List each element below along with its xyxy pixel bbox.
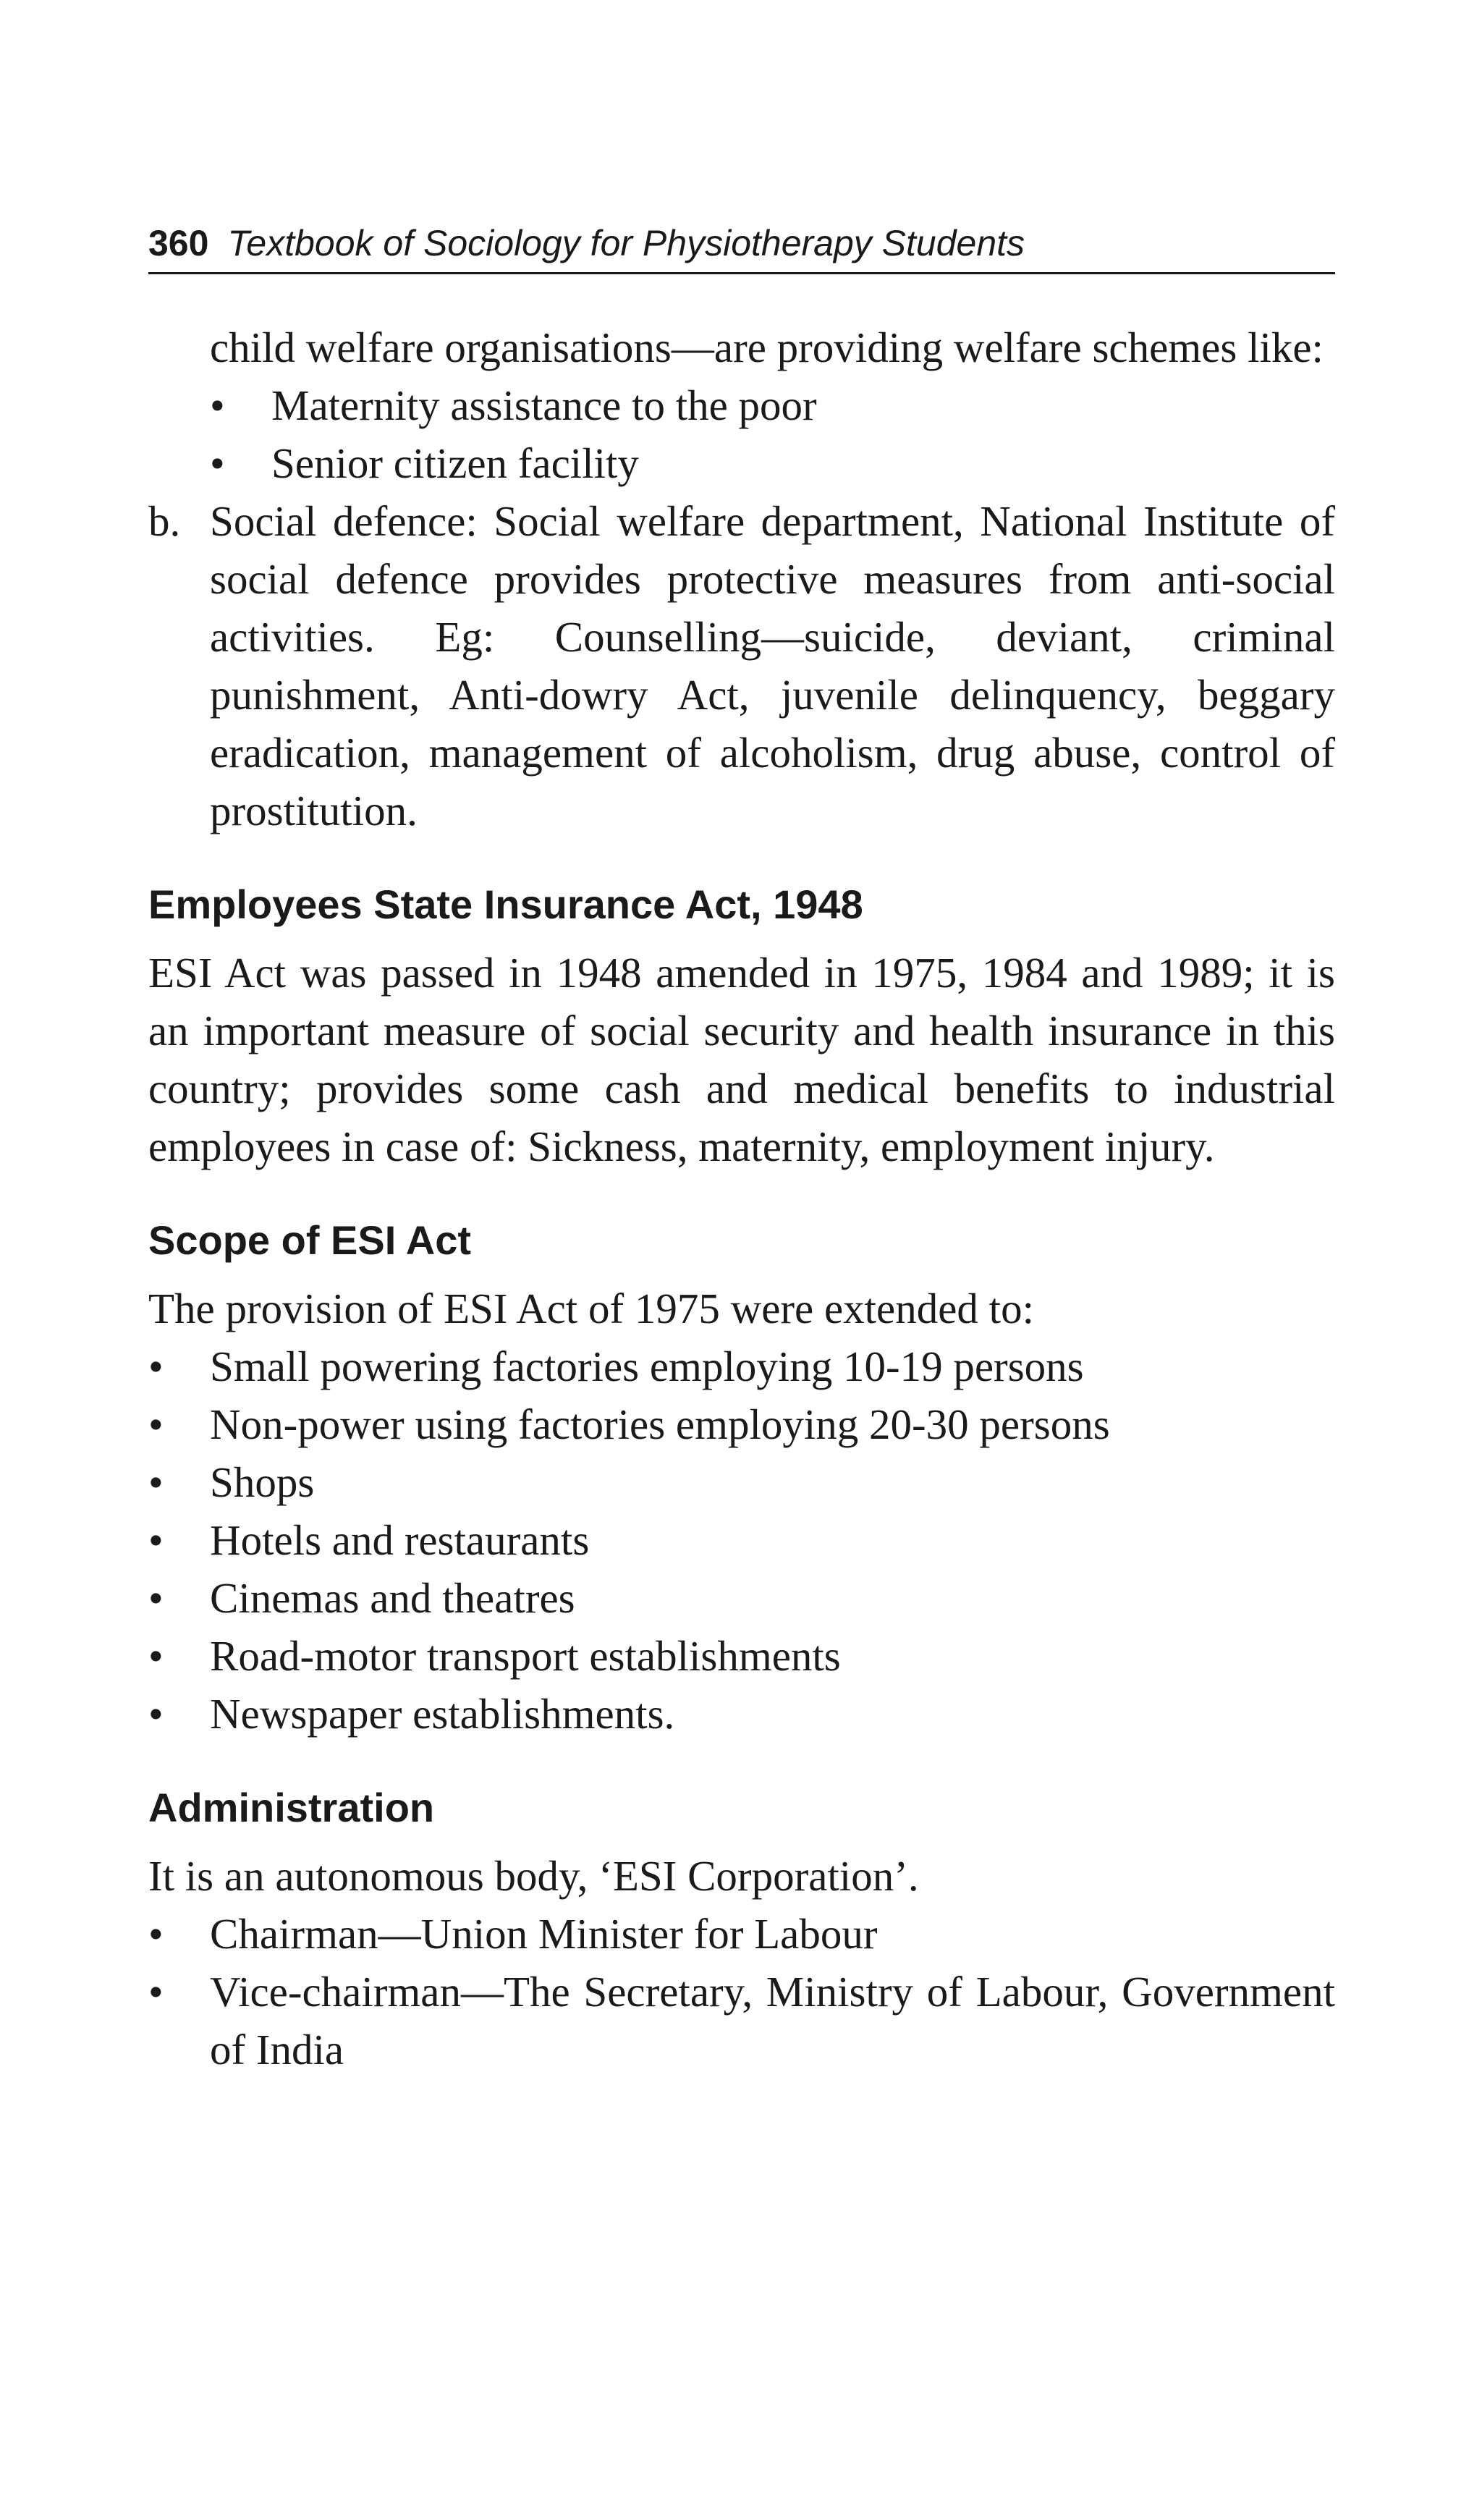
esi-act-paragraph: ESI Act was passed in 1948 amended in 1975, 1984 and 1989; it is an important measure of social security and health insurance in this country; provides some cash and medical benefits to industrial employees in case of: Sickness, maternity, employment injury. bbox=[148, 949, 1335, 1170]
list-item bbox=[148, 376, 1335, 434]
scope-bullet-list bbox=[148, 1337, 1335, 1743]
scope-intro: The provision of ESI Act of 1975 were extended to: bbox=[148, 1285, 1034, 1332]
page-number: 360 bbox=[148, 223, 209, 263]
running-head bbox=[148, 214, 1335, 274]
bullet-icon: • bbox=[148, 1910, 164, 1958]
list-item bbox=[148, 434, 1335, 492]
list-item bbox=[148, 1453, 1335, 1511]
list-item-text: Newspaper establishments. bbox=[210, 1690, 675, 1738]
bullet-icon: • bbox=[148, 1968, 164, 2016]
list-item bbox=[148, 1905, 1335, 1963]
administration-intro: It is an autonomous body, ‘ESI Corporation’. bbox=[148, 1852, 919, 1900]
list-item-text: Small powering factories employing 10-19 persons bbox=[210, 1343, 1084, 1390]
list-item-text: Non-power using factories employing 20-30 persons bbox=[210, 1400, 1110, 1448]
list-item-text: Chairman—Union Minister for Labour bbox=[210, 1910, 878, 1958]
list-item bbox=[148, 1685, 1335, 1743]
bullet-icon: • bbox=[148, 1458, 164, 1506]
bullet-icon: • bbox=[148, 1574, 164, 1622]
list-item-text: Maternity assistance to the poor bbox=[271, 381, 817, 429]
list-item bbox=[148, 1395, 1335, 1453]
continuation-paragraph: child welfare organisations—are providing welfare schemes like: bbox=[210, 324, 1324, 371]
bullet-icon: • bbox=[148, 1343, 164, 1390]
bullet-icon: • bbox=[210, 381, 225, 429]
book-title: Textbook of Sociology for Physiotherapy Students bbox=[227, 223, 1025, 263]
bullet-icon: • bbox=[148, 1400, 164, 1448]
list-item-text: Shops bbox=[210, 1458, 315, 1506]
list-item-text: Hotels and restaurants bbox=[210, 1516, 590, 1564]
bullet-icon: • bbox=[148, 1632, 164, 1680]
lettered-item-b bbox=[148, 492, 1335, 840]
continuation-bullet-list bbox=[148, 376, 1335, 492]
bullet-icon: • bbox=[210, 439, 225, 487]
bullet-icon: • bbox=[148, 1516, 164, 1564]
item-letter: b. bbox=[148, 497, 181, 545]
section-heading-scope: Scope of ESI Act bbox=[148, 1217, 472, 1263]
list-item-text: Vice-chairman—The Secretary, Ministry of Labour, Government of India bbox=[210, 1968, 1335, 2073]
bullet-icon: • bbox=[148, 1690, 164, 1738]
list-item-text: Senior citizen facility bbox=[271, 439, 639, 487]
list-item bbox=[148, 1337, 1335, 1395]
page-content bbox=[148, 318, 1335, 2079]
list-item-text: Road-motor transport establishments bbox=[210, 1632, 841, 1680]
administration-bullet-list bbox=[148, 1905, 1335, 2079]
list-item bbox=[148, 1963, 1335, 2079]
item-text: Social defence: Social welfare department, National Institute of social defence provides protective measures from anti-social activities. Eg: Counselling—suicide, deviant, criminal punishment, Anti-dowry Act, juvenile delinquency, beggary eradication, management of alcoholism, drug abuse, control of prostitution. bbox=[210, 497, 1335, 834]
section-heading-esi-act: Employees State Insurance Act, 1948 bbox=[148, 881, 863, 927]
list-item bbox=[148, 1569, 1335, 1627]
list-item bbox=[148, 1511, 1335, 1569]
section-heading-administration: Administration bbox=[148, 1785, 435, 1830]
list-item-text: Cinemas and theatres bbox=[210, 1574, 575, 1622]
list-item bbox=[148, 1627, 1335, 1685]
